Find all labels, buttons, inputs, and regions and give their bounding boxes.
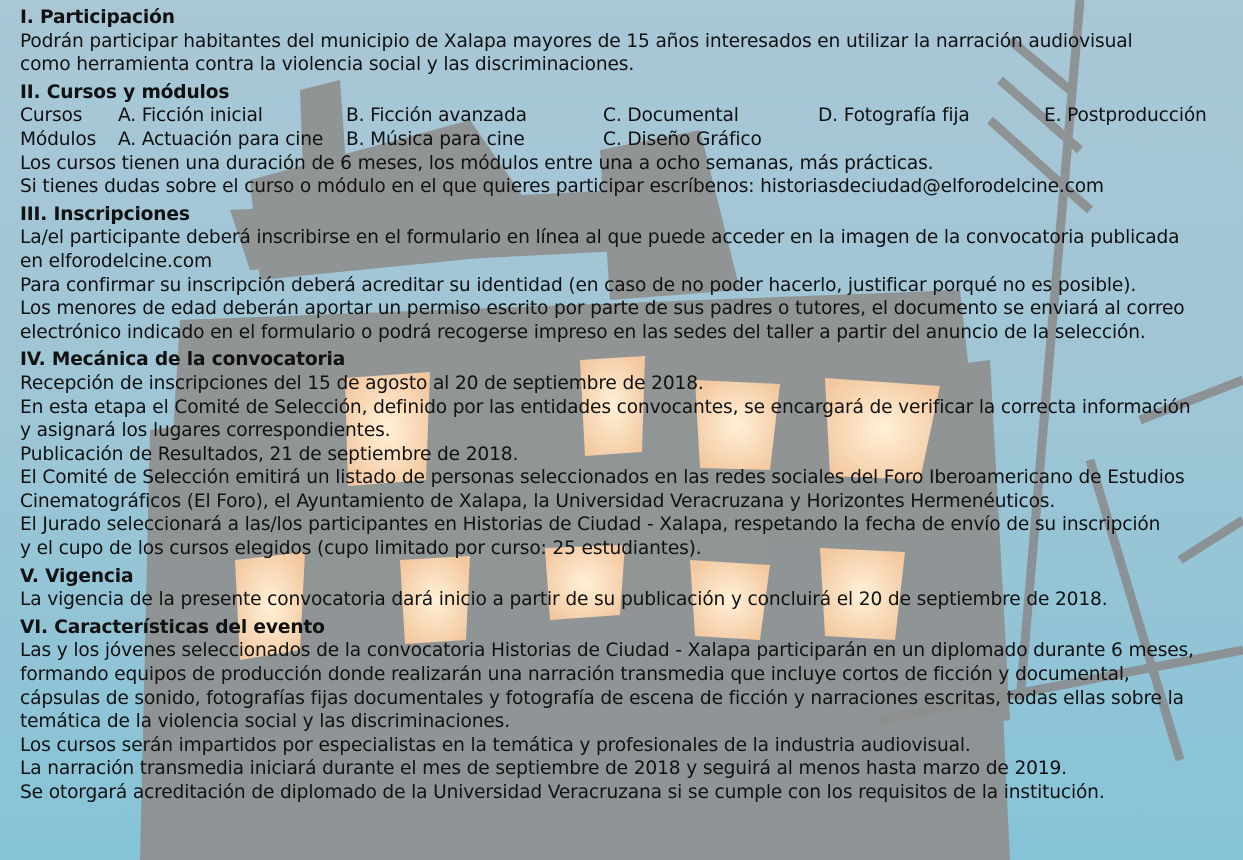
paragraph-line: en elforodelcine.com (20, 250, 212, 272)
section-heading: I. Participación (20, 7, 175, 28)
paragraph-line: Publicación de Resultados, 21 de septiembre de 2018. (20, 443, 519, 465)
paragraph-line: El Comité de Selección emitirá un listado de personas seleccionados en las redes sociales del Foro Iberoamericano de Estudios (20, 467, 1185, 489)
cursos-label: Cursos (20, 105, 83, 127)
modulo-item: B. Música para cine (346, 128, 525, 150)
curso-item: D. Fotografía fija (818, 105, 970, 127)
section-heading: II. Cursos y módulos (20, 81, 230, 103)
paragraph-line: En esta etapa el Comité de Selección, definido por las entidades convocantes, se encargará de verificar la correcta información (20, 396, 1191, 418)
paragraph-line: Cinematográficos (El Foro), el Ayuntamiento de Xalapa, la Universidad Veracruzana y Horizontes Hermenéuticos. (20, 490, 1056, 512)
paragraph-line: electrónico indicado en el formulario o podrá recogerse impreso en las sedes del taller a partir del anuncio de la selección. (20, 321, 1146, 343)
paragraph-line: La/el participante deberá inscribirse en el formulario en línea al que puede acceder en la imagen de la convocatoria publicada (20, 227, 1180, 249)
curso-item: C. Documental (603, 105, 739, 127)
cursos-row (20, 104, 1237, 128)
paragraph-line: cápsulas de sonido, fotografías fijas documentales y fotografía de escena de ficción y narraciones escritas, todas ellas sobre la (20, 687, 1184, 709)
paragraph-line: como herramienta contra la violencia social y las discriminaciones. (20, 54, 635, 76)
paragraph-line: Las y los jóvenes seleccionados de la convocatoria Historias de Ciudad - Xalapa participarán en un diplomado durante 6 meses, (20, 640, 1194, 662)
section-mecanica (20, 348, 1237, 560)
curso-item: B. Ficción avanzada (346, 105, 527, 127)
paragraph-line: Recepción de inscripciones del 15 de agosto al 20 de septiembre de 2018. (20, 372, 704, 394)
modulo-item: A. Actuación para cine (118, 128, 324, 150)
paragraph-line: Los menores de edad deberán aportar un permiso escrito por parte de sus padres o tutores, el documento se enviará al correo (20, 298, 1185, 320)
section-vigencia (20, 565, 1237, 612)
paragraph-line: La narración transmedia iniciará durante el mes de septiembre de 2018 y seguirá al menos hasta marzo de 2019. (20, 758, 1067, 780)
paragraph-line: Para confirmar su inscripción deberá acreditar su identidad (en caso de no poder hacerlo, justificar porqué no es posible). (20, 274, 1137, 296)
section-heading: V. Vigencia (20, 565, 134, 587)
paragraph-line: Podrán participar habitantes del municipio de Xalapa mayores de 15 años interesados en utilizar la narración audiovisual (20, 30, 1133, 52)
convocatoria-document (20, 6, 1237, 809)
paragraph-line: y el cupo de los cursos elegidos (cupo limitado por curso: 25 estudiantes). (20, 538, 702, 560)
paragraph-line: Si tienes dudas sobre el curso o módulo en el que quieres participar escríbenos: historiasdeciudad@elforodelcine.com (20, 176, 1104, 198)
section-inscripciones (20, 203, 1237, 345)
paragraph-line: Los cursos tienen una duración de 6 meses, los módulos entre una a ocho semanas, más prácticas. (20, 152, 934, 174)
modulos-label: Módulos (20, 128, 97, 150)
paragraph-line: El Jurado seleccionará a las/los participantes en Historias de Ciudad - Xalapa, respetando la fecha de envío de su inscripción (20, 514, 1161, 536)
paragraph-line: temática de la violencia social y las discriminaciones. (20, 711, 510, 733)
section-cursos-modulos (20, 81, 1237, 199)
curso-item: A. Ficción inicial (118, 105, 263, 127)
section-heading: IV. Mecánica de la convocatoria (20, 349, 346, 371)
paragraph-line: Los cursos serán impartidos por especialistas en la temática y profesionales de la industria audiovisual. (20, 734, 971, 756)
modulo-item: C. Diseño Gráfico (603, 128, 762, 150)
paragraph-line: y asignará los lugares correspondientes. (20, 420, 391, 442)
section-heading: III. Inscripciones (20, 203, 190, 225)
paragraph-line: La vigencia de la presente convocatoria dará inicio a partir de su publicación y concluirá el 20 de septiembre de 2018. (20, 589, 1108, 611)
section-participacion (20, 6, 1237, 77)
section-heading: VI. Características del evento (20, 616, 325, 638)
paragraph-line: formando equipos de producción donde realizarán una narración transmedia que incluye cortos de ficción y documental, (20, 664, 1130, 686)
modulos-row (20, 128, 1237, 152)
section-caracteristicas (20, 616, 1237, 805)
paragraph-line: Se otorgará acreditación de diplomado de la Universidad Veracruzana si se cumple con los requisitos de la institución. (20, 782, 1105, 803)
curso-item: E. Postproducción (1044, 105, 1207, 127)
